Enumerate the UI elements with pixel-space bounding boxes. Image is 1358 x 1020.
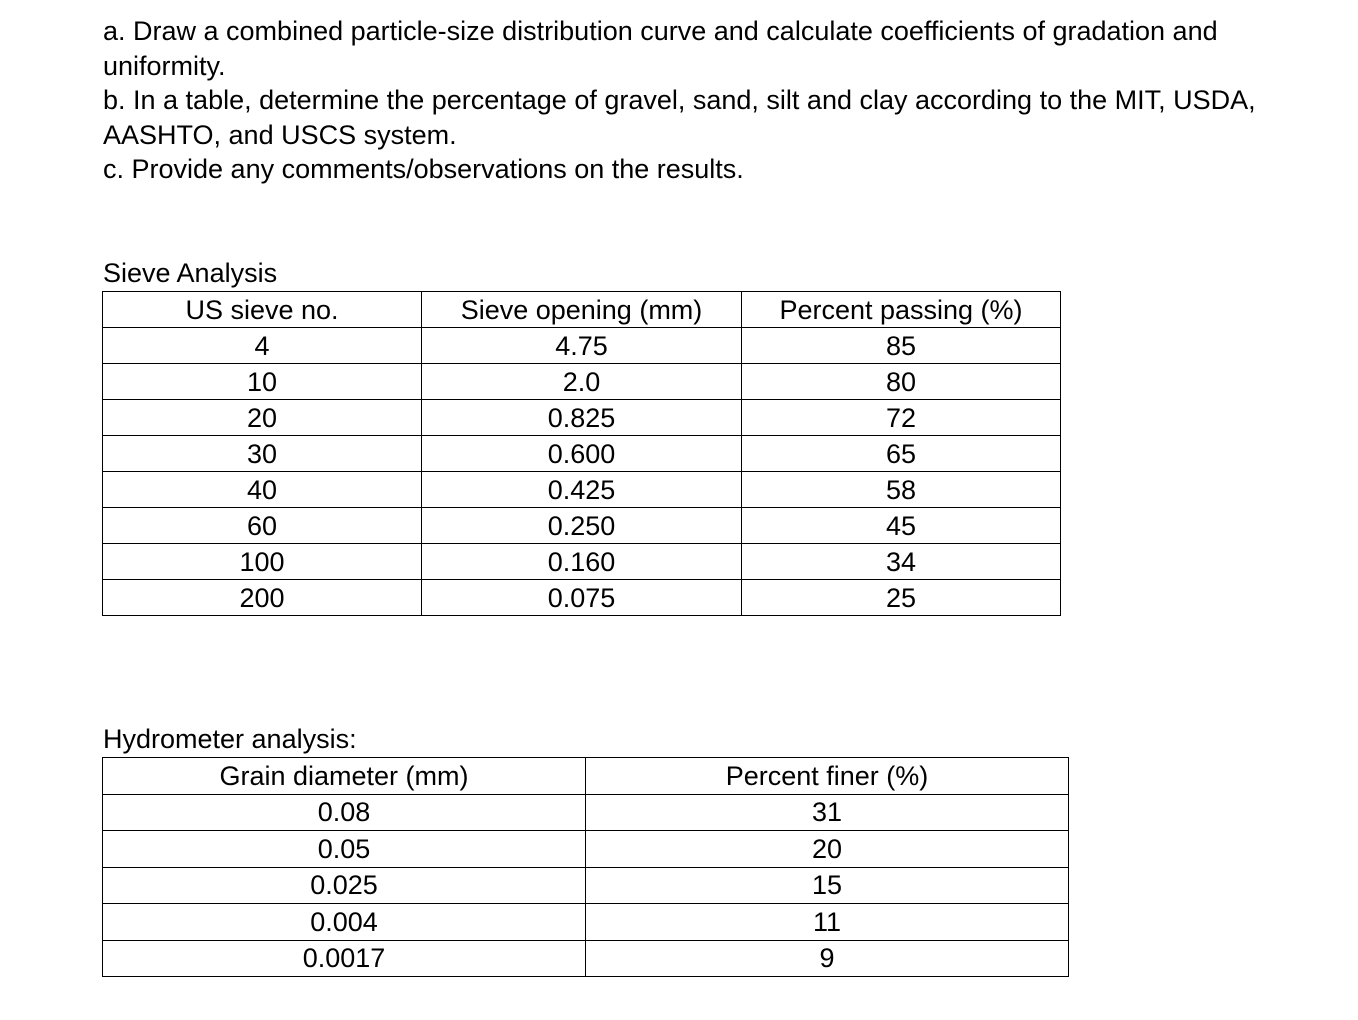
hydrometer-analysis-table xyxy=(102,757,1069,977)
table-row xyxy=(103,364,1061,400)
percent-passing-cell: 58 xyxy=(742,472,1061,508)
sieve-analysis-title: Sieve Analysis xyxy=(103,258,278,288)
sieve-no-cell: 30 xyxy=(103,436,422,472)
grain-diameter-cell: 0.025 xyxy=(103,867,586,904)
percent-finer-cell: 9 xyxy=(586,940,1069,977)
question-c: c. Provide any comments/observations on the results. xyxy=(103,154,744,184)
sieve-no-cell: 60 xyxy=(103,508,422,544)
question-list xyxy=(103,14,1303,187)
sieve-no-cell: 20 xyxy=(103,400,422,436)
percent-passing-cell: 25 xyxy=(742,580,1061,616)
percent-passing-cell: 85 xyxy=(742,328,1061,364)
table-header-row xyxy=(103,758,1069,795)
sieve-opening-cell: 0.425 xyxy=(422,472,742,508)
hydrometer-analysis-title: Hydrometer analysis: xyxy=(103,724,357,754)
column-header-percent-passing: Percent passing (%) xyxy=(742,292,1061,328)
sieve-opening-cell: 0.600 xyxy=(422,436,742,472)
grain-diameter-cell: 0.05 xyxy=(103,831,586,868)
percent-passing-cell: 80 xyxy=(742,364,1061,400)
table-row xyxy=(103,400,1061,436)
table-row xyxy=(103,472,1061,508)
question-b: b. In a table, determine the percentage of gravel, sand, silt and clay according to the MIT, USDA, AASHTO, and USCS system. xyxy=(103,85,1256,150)
table-row xyxy=(103,328,1061,364)
grain-diameter-cell: 0.0017 xyxy=(103,940,586,977)
percent-passing-cell: 45 xyxy=(742,508,1061,544)
sieve-opening-cell: 0.075 xyxy=(422,580,742,616)
sieve-no-cell: 40 xyxy=(103,472,422,508)
table-header-row xyxy=(103,292,1061,328)
sieve-no-cell: 4 xyxy=(103,328,422,364)
sieve-no-cell: 10 xyxy=(103,364,422,400)
table-row xyxy=(103,580,1061,616)
table-row xyxy=(103,904,1069,941)
column-header-grain-diameter: Grain diameter (mm) xyxy=(103,758,586,795)
percent-finer-cell: 31 xyxy=(586,794,1069,831)
grain-diameter-cell: 0.004 xyxy=(103,904,586,941)
column-header-sieve-opening: Sieve opening (mm) xyxy=(422,292,742,328)
percent-passing-cell: 34 xyxy=(742,544,1061,580)
sieve-opening-cell: 0.825 xyxy=(422,400,742,436)
sieve-no-cell: 100 xyxy=(103,544,422,580)
table-row xyxy=(103,436,1061,472)
percent-finer-cell: 15 xyxy=(586,867,1069,904)
column-header-percent-finer: Percent finer (%) xyxy=(586,758,1069,795)
percent-finer-cell: 20 xyxy=(586,831,1069,868)
table-row xyxy=(103,508,1061,544)
sieve-opening-cell: 0.250 xyxy=(422,508,742,544)
column-header-sieve-no: US sieve no. xyxy=(103,292,422,328)
sieve-opening-cell: 0.160 xyxy=(422,544,742,580)
grain-diameter-cell: 0.08 xyxy=(103,794,586,831)
sieve-analysis-table xyxy=(102,291,1061,616)
sieve-no-cell: 200 xyxy=(103,580,422,616)
sieve-opening-cell: 4.75 xyxy=(422,328,742,364)
table-row xyxy=(103,544,1061,580)
table-row xyxy=(103,940,1069,977)
percent-finer-cell: 11 xyxy=(586,904,1069,941)
sieve-opening-cell: 2.0 xyxy=(422,364,742,400)
table-row xyxy=(103,831,1069,868)
table-row xyxy=(103,794,1069,831)
question-a: a. Draw a combined particle-size distribution curve and calculate coefficients of gradation and uniformity. xyxy=(103,16,1218,81)
table-row xyxy=(103,867,1069,904)
percent-passing-cell: 65 xyxy=(742,436,1061,472)
percent-passing-cell: 72 xyxy=(742,400,1061,436)
